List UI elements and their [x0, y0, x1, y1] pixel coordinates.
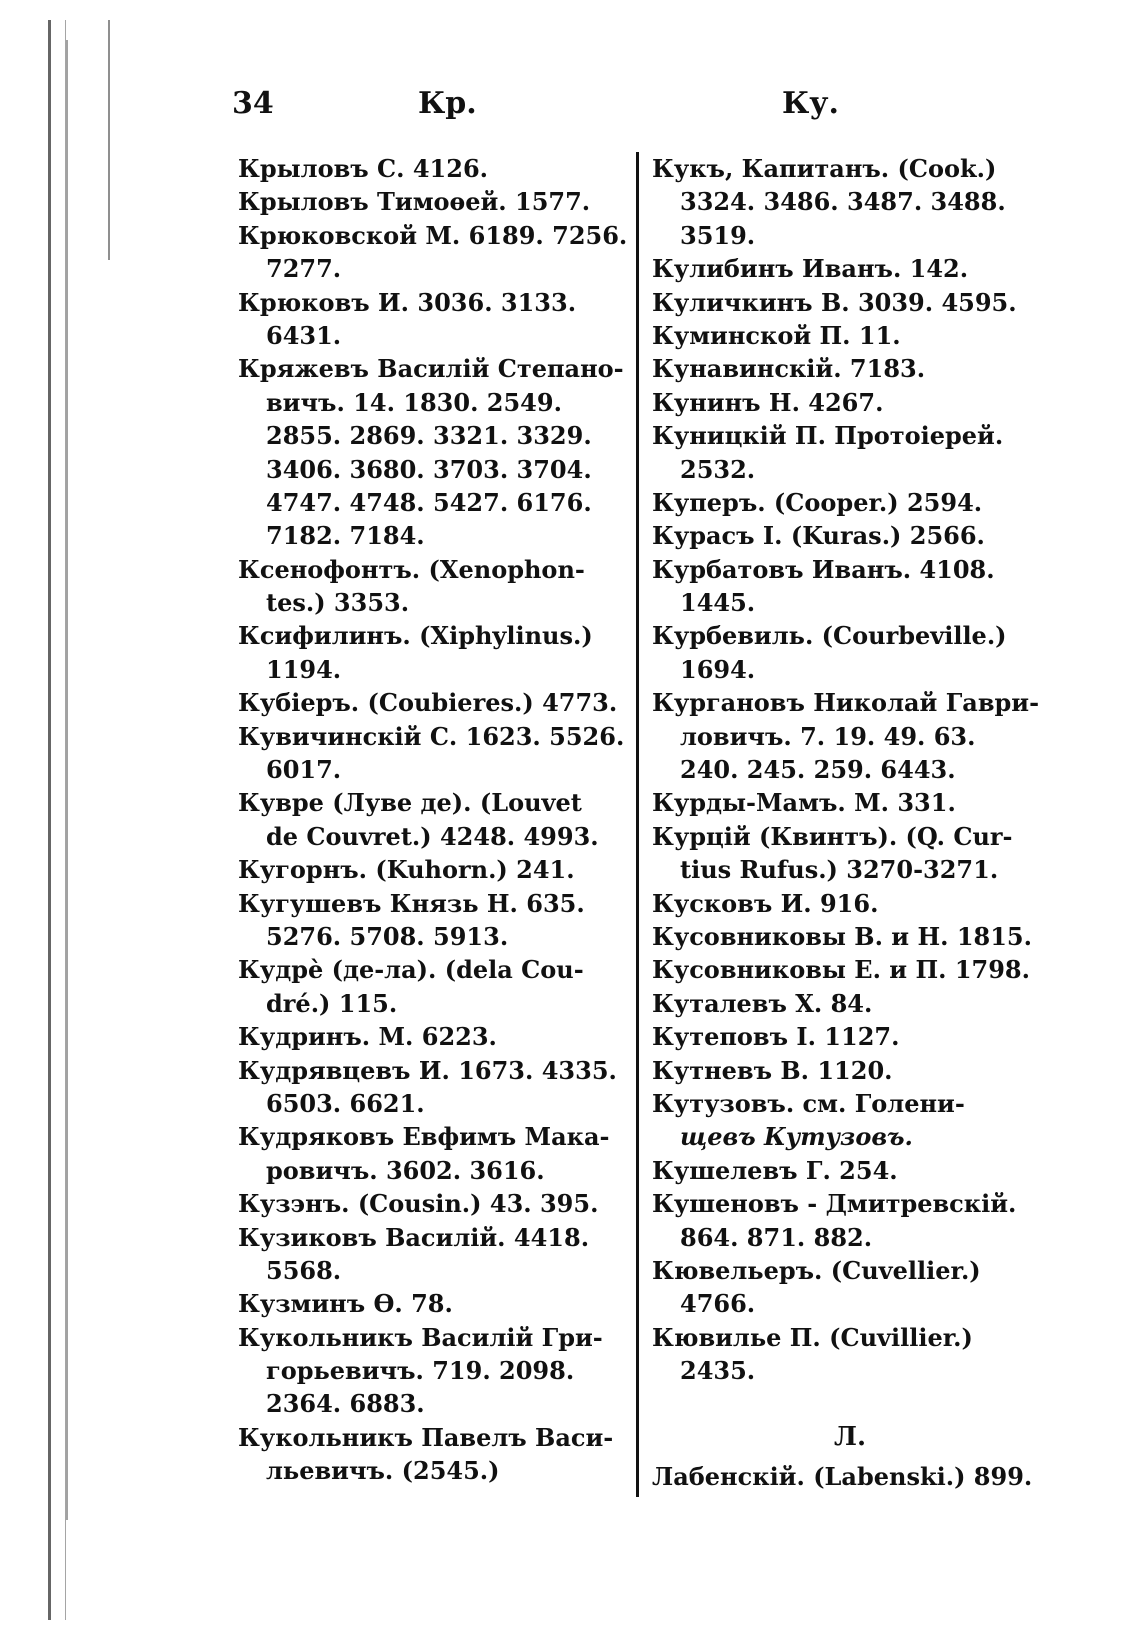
- index-entry-line: Кунавинскій. 7183.: [652, 354, 926, 384]
- index-entry-line: Кувичинскій С. 1623. 5526.: [238, 721, 625, 751]
- left-column-heading: Кр.: [418, 86, 477, 121]
- index-entry-line: Кушеновъ - Дмитревскій.: [652, 1189, 1017, 1219]
- index-entry-line: Кудрѐ (де-ла). (dela Cou-: [238, 955, 584, 985]
- index-entry-line: Кусковъ И. 916.: [652, 888, 879, 918]
- index-entry-line: 3519.: [680, 220, 756, 250]
- index-entry-line: Кузминъ Ѳ. 78.: [238, 1289, 453, 1319]
- index-entry-line: Кувре (Луве де). (Louvet: [238, 788, 582, 818]
- index-entry-line: 864. 871. 882.: [680, 1222, 873, 1252]
- index-entry-line: Крюковъ И. 3036. 3133.: [238, 287, 577, 317]
- index-entry-line: Кудряковъ Евфимъ Мака-: [238, 1122, 610, 1152]
- index-entry-line: Курбатовъ Иванъ. 4108.: [652, 554, 995, 584]
- index-entry-line: Куталевъ Х. 84.: [652, 988, 873, 1018]
- index-entry-line: Кусовниковы В. и Н. 1815.: [652, 921, 1032, 951]
- index-entry-line: вичъ. 14. 1830. 2549.: [266, 387, 562, 417]
- index-entry-line: Крыловъ Тимоѳей. 1577.: [238, 187, 591, 217]
- index-entry-line: 240. 245. 259. 6443.: [680, 755, 956, 785]
- index-entry-line: Куперъ. (Cooper.) 2594.: [652, 487, 983, 517]
- index-entry-line: льевичъ. (2545.): [266, 1456, 500, 1486]
- index-entry-line: Кутеповъ І. 1127.: [652, 1022, 900, 1052]
- index-entry-line: 2364. 6883.: [266, 1389, 425, 1419]
- index-entry-line: Курасъ І. (Kuras.) 2566.: [652, 521, 985, 551]
- index-entry-line: Ксенофонтъ. (Xenophon-: [238, 554, 585, 584]
- section-gap: [652, 1387, 1048, 1420]
- index-entry-line: Кургановъ Николай Гаври-: [652, 688, 1040, 718]
- index-entry-line: Кусовниковы Е. и П. 1798.: [652, 955, 1030, 985]
- index-entry-line: Кукъ, Капитанъ. (Cook.): [652, 154, 997, 183]
- index-entry-line: 6503. 6621.: [266, 1088, 425, 1118]
- index-entry-line: горьевичъ. 719. 2098.: [266, 1356, 575, 1386]
- index-entry-line: 4766.: [680, 1289, 756, 1319]
- index-entry-line: Кулибинъ Иванъ. 142.: [652, 254, 969, 284]
- index-entry-line: Курды-Мамъ. М. 331.: [652, 788, 956, 818]
- index-entry-line: Кукольникъ Павелъ Васи-: [238, 1422, 614, 1452]
- index-entry-line: Кювилье П. (Cuvillier.): [652, 1322, 973, 1352]
- column-divider: [636, 152, 639, 1497]
- left-index-column: [238, 152, 630, 1488]
- index-entry-line: Кудрявцевъ И. 1673. 4335.: [238, 1055, 617, 1085]
- index-entry-line: de Couvret.) 4248. 4993.: [266, 821, 599, 851]
- index-entry-line: 1694.: [680, 654, 756, 684]
- index-entry-line: 1445.: [680, 588, 756, 618]
- index-entry-line: 2435.: [680, 1356, 756, 1386]
- index-entry-line: Кукольникъ Василій Гри-: [238, 1322, 603, 1352]
- index-entry-line: Кугорнъ. (Kuhorn.) 241.: [238, 855, 575, 885]
- index-entry-line: Курцій (Квинтъ). (Q. Cur-: [652, 821, 1013, 851]
- page-number: 34: [232, 86, 274, 121]
- index-entry-line: dré.) 115.: [266, 988, 398, 1018]
- index-entry-line: tes.) 3353.: [266, 588, 410, 618]
- index-entry-line: щевъ Кутузовъ.: [680, 1122, 913, 1152]
- index-entry-line: Кубіеръ. (Coubieres.) 4773.: [238, 688, 618, 718]
- index-entry-line: Кузэнъ. (Cousin.) 43. 395.: [238, 1189, 599, 1219]
- index-entry-line: 5568.: [266, 1255, 342, 1285]
- index-entry-line: Кювельеръ. (Cuvellier.): [652, 1255, 981, 1285]
- index-entry-line: Крыловъ С. 4126.: [238, 154, 489, 183]
- binding-edge: [48, 20, 66, 1620]
- index-entry-line: Кунинъ Н. 4267.: [652, 387, 884, 417]
- index-entry-line: tius Rufus.) 3270-3271.: [680, 855, 999, 885]
- index-entry-line: 5276. 5708. 5913.: [266, 921, 509, 951]
- index-entry-line: Курбевиль. (Courbeville.): [652, 621, 1007, 651]
- index-entry-line: Куницкій П. Протоіерей.: [652, 421, 1004, 451]
- index-entry-line: Лабенскій. (Labenski.) 899.: [652, 1462, 1033, 1492]
- index-entry-line: 3406. 3680. 3703. 3704.: [266, 454, 592, 484]
- index-entry-line: ловичъ. 7. 19. 49. 63.: [680, 721, 976, 751]
- index-entry-line: 7182. 7184.: [266, 521, 425, 551]
- binding-edge-mark: [108, 20, 110, 260]
- index-entry-line: Кутневъ В. 1120.: [652, 1055, 893, 1085]
- index-entry-line: Кузиковъ Василій. 4418.: [238, 1222, 590, 1252]
- section-letter-heading: Л.: [833, 1421, 867, 1452]
- index-entry-line: Кряжевъ Василій Степано-: [238, 354, 624, 384]
- index-entry-line: Крюковской М. 6189. 7256.: [238, 220, 628, 250]
- page-header: [0, 86, 1140, 126]
- index-entry-line: Куличкинъ В. 3039. 4595.: [652, 287, 1017, 317]
- binding-edge-inner: [66, 40, 68, 1520]
- index-entry-line: Кутузовъ. см. Голени-: [652, 1088, 965, 1118]
- index-entry-line: 6431.: [266, 320, 342, 350]
- index-entry-line: Кугушевъ Князь Н. 635.: [238, 888, 585, 918]
- right-index-column: [652, 152, 1048, 1494]
- index-entry-line: 6017.: [266, 755, 342, 785]
- index-entry-line: Ксифилинъ. (Xiphylinus.): [238, 621, 593, 651]
- index-entry-line: 1194.: [266, 654, 342, 684]
- index-entry-line: 2855. 2869. 3321. 3329.: [266, 421, 592, 451]
- index-entry-line: Кушелевъ Г. 254.: [652, 1155, 898, 1185]
- index-entry-line: 7277.: [266, 254, 342, 284]
- index-entry-line: Кудринъ. М. 6223.: [238, 1022, 497, 1052]
- index-entry-line: 3324. 3486. 3487. 3488.: [680, 187, 1006, 217]
- index-entry-line: Куминской П. 11.: [652, 320, 901, 350]
- index-entry-line: ровичъ. 3602. 3616.: [266, 1155, 545, 1185]
- index-entry-line: 2532.: [680, 454, 756, 484]
- right-column-heading: Ку.: [782, 86, 839, 121]
- index-entry-line: 4747. 4748. 5427. 6176.: [266, 487, 592, 517]
